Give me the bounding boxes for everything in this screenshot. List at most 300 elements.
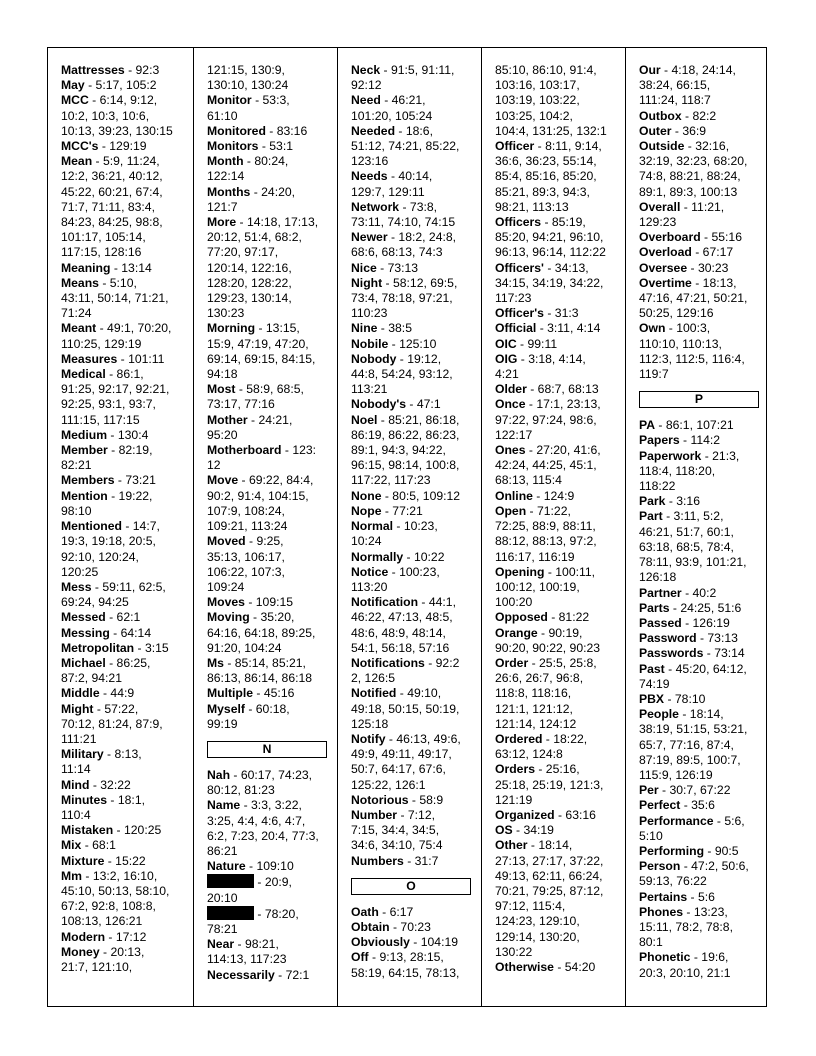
- page-line-refs: - 59:11, 62:5, 69:24, 94:25: [61, 579, 166, 610]
- index-term: Our: [639, 63, 661, 77]
- index-entry: [351, 920, 475, 935]
- index-term: Officer: [495, 139, 535, 154]
- page-line-refs: - 58:9, 68:5, 73:17, 77:16: [207, 382, 304, 412]
- index-entry: [639, 844, 760, 859]
- page-line-refs: - 64:14: [109, 625, 152, 640]
- page-line-refs: - 5:6, 5:10: [639, 813, 745, 843]
- page-line-refs: - 25:5, 25:8, 26:6, 26:7, 96:8, 118:8, 118:16, 121:1, 121:12, 121:14, 124:12: [495, 655, 597, 731]
- page-line-refs: - 45:16: [253, 686, 295, 701]
- index-entry: [639, 494, 760, 509]
- index-term: Nobile: [351, 336, 389, 351]
- index-term: OIC: [495, 336, 517, 351]
- page-line-refs: - 100:3, 110:10, 110:13, 112:3, 112:5, 116:4, 119:7: [639, 321, 745, 382]
- index-term: Neck: [351, 63, 381, 77]
- page-line-refs: - 125:10: [388, 336, 437, 351]
- index-entry: [61, 367, 187, 428]
- page-line-refs: - 126:19: [681, 615, 730, 630]
- page-line-refs: - 60:18, 99:19: [207, 701, 290, 731]
- index-entry: [351, 905, 475, 920]
- page-line-refs: - 114:2: [679, 433, 721, 448]
- index-entry: [639, 230, 760, 245]
- index-term: Past: [639, 661, 665, 676]
- index-term: Metropolitan: [61, 640, 135, 655]
- index-entry: [351, 276, 475, 322]
- page-line-refs: - 72:1: [274, 967, 310, 982]
- index-term: Notified: [351, 686, 397, 701]
- index-column-2: [193, 48, 337, 1006]
- page-line-refs: - 25:16, 25:18, 25:19, 121:3, 121:19: [495, 762, 604, 807]
- page-line-refs: - 3:3, 3:22, 3:25, 4:4, 4:6, 4:7, 6:2, 7:23, 20:4, 77:3, 86:21: [207, 798, 319, 858]
- index-term: Meant: [61, 321, 97, 336]
- page-line-refs: - 40:14, 129:7, 129:11: [351, 169, 433, 199]
- page-line-refs: - 69:22, 84:4, 90:2, 91:4, 104:15, 107:9, 108:24, 109:21, 113:24: [207, 473, 314, 534]
- index-entry: [639, 449, 760, 495]
- page-line-refs: - 32:16, 32:19, 32:23, 68:20, 74:8, 88:21, 88:24, 89:1, 89:3, 100:13: [639, 139, 748, 199]
- page-line-refs: - 71:22, 72:25, 88:9, 88:11, 88:12, 88:13, 97:2, 116:17, 116:19: [495, 503, 597, 564]
- index-entry: [495, 656, 619, 732]
- index-entry: [639, 950, 760, 980]
- page-line-refs: - 90:19, 90:20, 90:22, 90:23: [495, 625, 601, 655]
- index-entry: [639, 631, 760, 646]
- page-line-refs: - 53:3, 61:10: [207, 93, 290, 123]
- index-entry: [61, 641, 187, 656]
- page-line-refs: - 3:15: [134, 640, 169, 655]
- index-entry: [351, 595, 475, 656]
- page-line-refs: - 38:5: [377, 321, 412, 336]
- index-term: Michael: [61, 655, 106, 670]
- index-term: Needed: [351, 123, 396, 138]
- page-line-refs: - 46:13, 49:6, 49:9, 49:11, 49:17, 50:7, 64:17, 67:6, 125:22, 126:1: [351, 731, 461, 792]
- index-entry: [207, 937, 331, 967]
- page-line-refs: - 24:25, 51:6: [669, 600, 742, 615]
- index-term: Per: [639, 783, 659, 798]
- page-line-refs: - 30:23: [687, 260, 729, 275]
- index-entry: [495, 443, 619, 489]
- index-term: Outer: [639, 123, 672, 138]
- index-entry: [207, 874, 331, 905]
- index-term: Performance: [639, 813, 714, 828]
- index-term: Nobody's: [351, 397, 407, 412]
- page-line-refs: - 32:22: [89, 777, 131, 792]
- index-term: Phonetic: [639, 950, 691, 965]
- index-entry: [207, 656, 331, 686]
- index-entry: [61, 443, 187, 473]
- index-term: May: [61, 78, 85, 93]
- index-term: Monitor: [207, 93, 252, 108]
- index-entry: [61, 747, 187, 777]
- index-term: Online: [495, 488, 533, 503]
- index-entry: [639, 814, 760, 844]
- index-entry: [351, 93, 475, 123]
- index-entry: [61, 63, 187, 78]
- page-line-refs: - 5:10, 43:11, 50:14, 71:21, 71:24: [61, 275, 169, 321]
- page-line-refs: - 85:21, 86:18, 86:19, 86:22, 86:23, 89:1, 94:3, 94:22, 96:15, 98:14, 100:8, 117:22, 117:23: [351, 412, 460, 488]
- index-entry: [207, 413, 331, 443]
- index-entry: [61, 93, 187, 139]
- page-line-refs: - 73:21: [114, 473, 156, 488]
- index-entry: [639, 509, 760, 585]
- index-entry: [61, 580, 187, 610]
- index-entry: [207, 443, 331, 473]
- index-entry: [495, 504, 619, 565]
- page-line-refs: - 73:13: [696, 631, 738, 646]
- index-term: Obtain: [351, 919, 390, 934]
- page-line-refs: - 85:19, 85:20, 94:21, 96:10, 96:13, 96:14, 112:22: [495, 215, 606, 260]
- index-term: Ms: [207, 655, 224, 670]
- index-term: Means: [61, 275, 99, 290]
- index-term: Military: [61, 747, 104, 762]
- page-line-refs: 85:10, 86:10, 91:4, 103:16, 103:17, 103:19, 103:22, 103:25, 104:2, 104:4, 131:25, 132:1: [495, 63, 607, 138]
- index-column-4: [481, 48, 625, 1006]
- index-entry: [639, 261, 760, 276]
- page-line-refs: - 34:13, 34:15, 34:19, 34:22, 117:23: [495, 260, 604, 306]
- index-term: Oath: [351, 904, 379, 919]
- page-line-refs: - 130:4: [107, 427, 149, 442]
- index-column-1: [48, 48, 193, 1006]
- index-entry: [351, 337, 475, 352]
- index-entry: [351, 950, 475, 980]
- page-line-refs: - 120:25: [113, 823, 162, 838]
- page-line-refs: - 19:22, 98:10: [61, 488, 153, 518]
- page-line-refs: - 9:13, 28:15, 58:19, 64:15, 78:13,: [351, 950, 460, 980]
- page-line-refs: - 5:9, 11:24, 12:2, 36:21, 40:12, 45:22, 60:21, 67:4, 71:7, 71:11, 83:4, 84:23, 84:25, 98:8, 101:17, 105:14, 117:15, 128:16: [61, 154, 163, 260]
- index-entry: [639, 433, 760, 448]
- index-entry: [351, 489, 475, 504]
- index-term: Minutes: [61, 792, 108, 807]
- index-term: Months: [207, 184, 251, 199]
- page-line-refs: - 6:17: [378, 904, 414, 919]
- index-term: Measures: [61, 351, 118, 366]
- page-line-refs: - 49:1, 70:20, 110:25, 129:19: [61, 321, 172, 351]
- page-line-refs: - 18:22, 63:12, 124:8: [495, 731, 588, 762]
- redaction-block: [207, 906, 254, 920]
- index-term: Outside: [639, 139, 685, 154]
- index-term: Meaning: [61, 260, 111, 275]
- index-term: Parts: [639, 600, 670, 615]
- index-entry: [61, 930, 187, 945]
- index-entry: [61, 869, 187, 930]
- index-term: Overboard: [639, 230, 701, 245]
- index-term: Nobody: [351, 351, 397, 366]
- index-term: Overtime: [639, 275, 692, 290]
- page-line-refs: - 7:12, 7:15, 34:4, 34:5, 34:6, 34:10, 75:4: [351, 807, 443, 853]
- index-entry: [351, 550, 475, 565]
- index-term: Mind: [61, 777, 90, 792]
- index-entry: [639, 859, 760, 889]
- page-line-refs: - 18:14, 38:19, 51:15, 53:21, 65:7, 77:16, 87:4, 87:19, 89:5, 100:7, 115:9, 126:19: [639, 707, 748, 782]
- index-entry: [207, 321, 331, 382]
- index-entry: [351, 504, 475, 519]
- index-entry: [639, 601, 760, 616]
- page-line-refs: - 17:12: [105, 929, 147, 944]
- page-line-refs: - 80:5, 109:12: [381, 488, 461, 503]
- index-entry: [351, 352, 475, 398]
- page-line-refs: - 86:25, 87:2, 94:21: [61, 655, 151, 686]
- page-line-refs: - 18:6, 51:12, 74:21, 85:22, 123:16: [351, 123, 460, 169]
- page-line-refs: - 98:21, 114:13, 117:23: [207, 937, 287, 967]
- index-term: Oversee: [639, 260, 688, 275]
- index-entry: [207, 595, 331, 610]
- page-line-refs: - 82:19, 82:21: [61, 443, 153, 473]
- page-line-refs: - 14:18, 17:13, 20:12, 51:4, 68:2, 77:20, 97:17, 120:14, 122:16, 128:20, 128:22, 129:23, 130:14, 130:23: [207, 215, 319, 321]
- index-term: Mistaken: [61, 823, 114, 838]
- index-term: Orange: [495, 625, 538, 640]
- index-entry: [495, 261, 619, 307]
- index-entry: [61, 519, 187, 580]
- index-entry: [639, 245, 760, 260]
- index-term: Nice: [351, 260, 377, 275]
- index-term: Number: [351, 807, 398, 822]
- page-line-refs: - 100:23, 113:20: [351, 564, 440, 594]
- page-line-refs: - 85:14, 85:21, 86:13, 86:14, 86:18: [207, 655, 313, 686]
- page-line-refs: - 80:24, 122:14: [207, 154, 289, 184]
- index-term: Older: [495, 382, 527, 397]
- index-term: Money: [61, 944, 100, 959]
- index-entry: [207, 473, 331, 534]
- index-entry: [639, 276, 760, 322]
- index-term: Medical: [61, 367, 106, 382]
- index-entry: [61, 626, 187, 641]
- index-term: Needs: [351, 169, 388, 184]
- index-entry: [495, 306, 619, 321]
- page-line-refs: - 86:1, 107:21: [655, 418, 734, 433]
- index-term: Modern: [61, 929, 106, 944]
- index-entry: [351, 935, 475, 950]
- index-term: Orders: [495, 762, 535, 777]
- index-term: PBX: [639, 691, 665, 706]
- index-term: Notify: [351, 731, 386, 746]
- page-line-refs: - 90:5: [704, 843, 739, 858]
- index-entry: [495, 397, 619, 443]
- page-line-refs: - 77:21: [381, 503, 423, 518]
- page-line-refs: - 73:8, 73:11, 74:10, 74:15: [351, 199, 456, 230]
- index-entry: [351, 793, 475, 808]
- redaction-block: [207, 874, 254, 888]
- index-term: Near: [207, 937, 235, 952]
- index-term: Passed: [639, 615, 682, 630]
- index-term: Officers': [495, 260, 544, 275]
- index-term: MCC's: [61, 139, 99, 154]
- index-entry: [351, 261, 475, 276]
- index-term: Order: [495, 655, 529, 670]
- index-term: Nope: [351, 503, 382, 518]
- page-line-refs: - 100:11, 100:12, 100:19, 100:20: [495, 564, 596, 610]
- index-entry: [639, 63, 760, 109]
- page-line-refs: - 5:17, 105:2: [84, 78, 157, 93]
- page-line-refs: - 123: 12: [207, 443, 317, 473]
- index-entry: [207, 968, 331, 983]
- page-line-refs: - 78:10: [664, 691, 706, 706]
- index-term: Open: [495, 503, 527, 518]
- index-term: Might: [61, 701, 94, 716]
- index-term: Overload: [639, 245, 692, 260]
- index-term: Month: [207, 154, 244, 169]
- index-term: Newer: [351, 230, 388, 245]
- page-line-refs: - 3:11, 4:14: [536, 321, 601, 336]
- index-entry: [639, 586, 760, 601]
- index-term: Need: [351, 93, 381, 108]
- page-line-refs: 121:15, 130:9, 130:10, 130:24: [207, 63, 289, 93]
- index-term: Myself: [207, 701, 245, 716]
- page-line-refs: - 44:1, 46:22, 47:13, 48:5, 48:6, 48:9, 48:14, 54:1, 56:18, 57:16: [351, 595, 456, 655]
- index-entry: [639, 890, 760, 905]
- page-line-refs: - 58:9: [408, 792, 444, 807]
- index-term: Mattresses: [61, 63, 125, 77]
- index-term: Numbers: [351, 853, 404, 868]
- index-term: Obviously: [351, 935, 410, 950]
- index-entry: [639, 616, 760, 631]
- page-line-refs: - 99:11: [516, 336, 558, 351]
- index-term: Mean: [61, 154, 93, 169]
- index-term: Mix: [61, 838, 82, 853]
- index-entry: [639, 109, 760, 124]
- index-entry: [61, 321, 187, 351]
- index-term: Passwords: [639, 646, 704, 661]
- index-entry: [207, 686, 331, 701]
- page-line-refs: - 55:16: [700, 230, 742, 245]
- page-line-refs: - 17:1, 23:13, 97:22, 97:24, 98:6, 122:17: [495, 397, 601, 442]
- index-term: More: [207, 215, 237, 230]
- page-line-refs: - 13:2, 16:10, 45:10, 50:13, 58:10, 67:2, 92:8, 108:8, 108:13, 126:21: [61, 868, 170, 929]
- page-line-refs: - 58:12, 69:5, 73:4, 78:18, 97:21, 110:23: [351, 275, 458, 321]
- index-entry: [351, 519, 475, 549]
- index-term: Nah: [207, 767, 231, 782]
- index-entry: [495, 960, 619, 975]
- index-entry: [207, 63, 331, 93]
- index-entry: [207, 154, 331, 184]
- index-entry: [495, 626, 619, 656]
- index-term: Otherwise: [495, 959, 554, 974]
- page-line-refs: - 6:14, 9:12, 10:2, 10:3, 10:6, 10:13, 39:23, 130:15: [61, 93, 173, 138]
- index-entry: [61, 610, 187, 625]
- index-entry: [495, 838, 619, 960]
- page-line-refs: - 60:17, 74:23, 80:12, 81:23: [207, 767, 313, 798]
- page-line-refs: - 109:15: [244, 595, 294, 610]
- page-line-refs: - 3:11, 5:2, 46:21, 51:7, 60:1, 63:18, 68:5, 78:4, 78:11, 93:9, 101:21, 126:18: [639, 509, 747, 585]
- index-entry: [351, 230, 475, 260]
- page-line-refs: - 19:6, 20:3, 20:10, 21:1: [639, 950, 731, 980]
- index-entry: [639, 124, 760, 139]
- index-term: Normally: [351, 549, 404, 564]
- page-line-refs: - 124:9: [532, 488, 575, 503]
- page-line-refs: - 78:20, 78:21: [207, 906, 299, 936]
- page-line-refs: - 47:2, 50:6, 59:13, 76:22: [639, 859, 749, 889]
- page-line-refs: - 27:20, 41:6, 42:24, 44:25, 45:1, 68:13, 115:4: [495, 443, 601, 488]
- page-line-refs: - 9:25, 35:13, 106:17, 106:22, 107:3, 109:24: [207, 534, 285, 594]
- index-term: Monitors: [207, 139, 259, 154]
- index-entry: [61, 276, 187, 322]
- index-term: Opposed: [495, 610, 548, 625]
- page-line-refs: - 24:21, 95:20: [207, 412, 293, 442]
- index-term: Mess: [61, 579, 92, 594]
- page-line-refs: - 21:3, 118:4, 118:20, 118:22: [639, 448, 740, 494]
- index-term: Member: [61, 443, 108, 458]
- index-term: Network: [351, 199, 400, 214]
- index-entry: [207, 798, 331, 859]
- page-line-refs: - 19:12, 44:8, 54:24, 93:12, 113:21: [351, 351, 453, 397]
- page-line-refs: - 35:6: [680, 798, 715, 813]
- index-term: Moves: [207, 595, 245, 610]
- page-line-refs: - 24:20, 121:7: [207, 184, 296, 214]
- index-entry: [495, 823, 619, 838]
- index-entry: [351, 854, 475, 869]
- index-entry: [61, 352, 187, 367]
- index-entry: [495, 352, 619, 382]
- page-line-refs: - 73:14: [703, 646, 745, 661]
- index-term: Outbox: [639, 108, 682, 123]
- index-term: Notification: [351, 595, 419, 610]
- page-line-refs: - 57:22, 70:12, 81:24, 87:9, 111:21: [61, 701, 163, 746]
- index-term: OIG: [495, 351, 518, 366]
- index-entry: [61, 793, 187, 823]
- index-entry: [61, 702, 187, 748]
- index-entry: [351, 63, 475, 93]
- index-entry: [61, 489, 187, 519]
- index-entry: [351, 808, 475, 854]
- index-entry: [61, 428, 187, 443]
- index-entry: [61, 945, 187, 975]
- index-term: Park: [639, 494, 666, 509]
- page-line-refs: - 63:16: [554, 807, 596, 822]
- index-entry: [351, 397, 475, 412]
- index-entry: [639, 139, 760, 200]
- index-entry: [61, 261, 187, 276]
- page-line-refs: - 3:18, 4:14, 4:21: [495, 351, 586, 382]
- index-term: Phones: [639, 904, 684, 919]
- index-entry: [351, 656, 475, 686]
- index-entry: [495, 139, 619, 215]
- index-term: Night: [351, 275, 383, 290]
- page-line-refs: - 81:22: [547, 610, 590, 625]
- index-entry: [207, 139, 331, 154]
- index-entry: [207, 93, 331, 123]
- index-entry: [495, 762, 619, 808]
- page-line-refs: - 44:9: [99, 686, 135, 701]
- page-line-refs: - 54:20: [553, 959, 596, 974]
- index-term: OS: [495, 823, 513, 838]
- index-entry: [639, 646, 760, 661]
- page-line-refs: - 4:18, 24:14, 38:24, 66:15, 111:24, 118:7: [639, 63, 736, 108]
- index-entry: [61, 686, 187, 701]
- index-term: Noel: [351, 412, 378, 427]
- index-column-5: [625, 48, 766, 1006]
- page-line-refs: - 104:19: [409, 935, 459, 950]
- index-entry: [495, 489, 619, 504]
- index-term: Nine: [351, 321, 378, 336]
- index-term: Opening: [495, 564, 545, 579]
- index-entry: [61, 78, 187, 93]
- index-term: Pertains: [639, 889, 688, 904]
- index-term: Most: [207, 382, 236, 397]
- index-entry: [639, 321, 760, 382]
- page-line-refs: - 70:23: [389, 919, 431, 934]
- index-entry: [351, 321, 475, 336]
- page-line-refs: - 20:9, 20:10: [207, 875, 292, 905]
- index-term: Motherboard: [207, 443, 282, 458]
- index-term: Password: [639, 631, 697, 646]
- index-term: Off: [351, 950, 369, 965]
- page-line-refs: - 31:7: [403, 853, 439, 868]
- index-entry: [207, 185, 331, 215]
- page-line-refs: - 86:1, 91:25, 92:17, 92:21, 92:25, 93:1, 93:7, 111:15, 117:15: [61, 367, 170, 427]
- index-entry: [61, 656, 187, 686]
- index-entry: [351, 413, 475, 489]
- index-entry: [207, 124, 331, 139]
- index-term: Monitored: [207, 123, 266, 138]
- index-page-frame: [47, 47, 767, 1007]
- index-term: Person: [639, 859, 681, 874]
- page-line-refs: - 68:1: [81, 838, 116, 853]
